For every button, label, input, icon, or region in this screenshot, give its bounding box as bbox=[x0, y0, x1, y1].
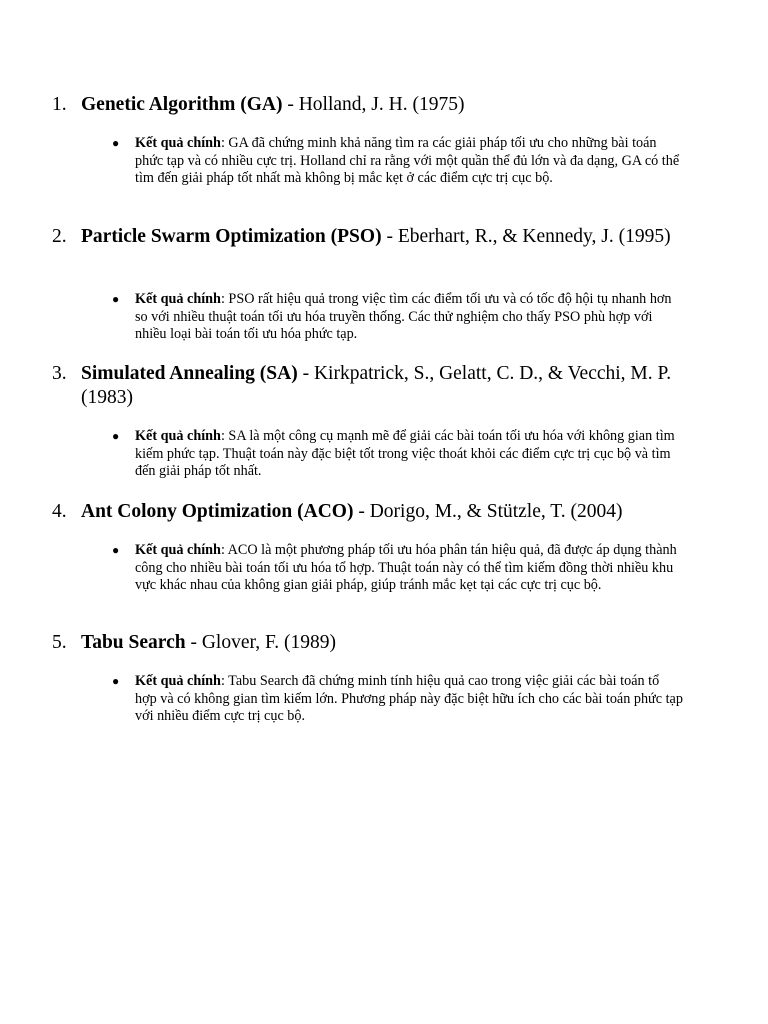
bullet-dot-icon: ● bbox=[112, 543, 120, 557]
bullet-label: Kết quả chính bbox=[135, 428, 221, 444]
citation: Holland, J. H. (1975) bbox=[298, 94, 465, 115]
title-separator: - bbox=[353, 501, 370, 522]
list-item-number: 4. bbox=[52, 501, 67, 522]
bullet-text bbox=[135, 135, 683, 188]
bullet-dot-icon: ● bbox=[112, 292, 120, 306]
bullet-body: : ACO là một phương pháp tối ưu hóa phân tán hiệu quả, đã được áp dụng thành công cho nhiều bài toán tối ưu hóa tổ hợp. Thuật toán này có thể tìm kiếm đồng thời nhiều khu vực khác nhau của không gian giải pháp, giúp tránh mắc kẹt tại các cực trị cục bộ. bbox=[135, 542, 677, 593]
bullet-dot-icon: ● bbox=[112, 674, 120, 688]
bullet-label: Kết quả chính bbox=[135, 135, 221, 151]
bullet-body: : PSO rất hiệu quả trong việc tìm các điểm tối ưu và có tốc độ hội tụ nhanh hơn so với nhiều thuật toán tối ưu hóa truyền thống. Các thử nghiệm cho thấy PSO phù hợp với nhiều loại bài toán tối ưu hóa phức tạp. bbox=[135, 291, 672, 342]
list-item-number: 1. bbox=[52, 94, 67, 115]
title-separator: - bbox=[297, 363, 314, 384]
algorithm-name: Genetic Algorithm (GA) bbox=[81, 94, 283, 115]
list-item-title bbox=[81, 93, 681, 117]
bullet-body: : GA đã chứng minh khả năng tìm ra các giải pháp tối ưu cho những bài toán phức tạp và có nhiều cực trị. Holland chỉ ra rằng với một quần thể đủ lớn và đa dạng, GA có thể tìm đến giải pháp tốt nhất mà không bị mắc kẹt ở các điểm cực trị cục bộ. bbox=[135, 135, 680, 186]
list-item-title bbox=[81, 631, 681, 655]
list-item-number: 5. bbox=[52, 632, 67, 653]
bullet-dot-icon: ● bbox=[112, 429, 120, 443]
bullet-text bbox=[135, 428, 683, 481]
citation: Kirkpatrick, S., Gelatt, C. D., & Vecchi, M. P. (1983) bbox=[81, 363, 672, 408]
list-item-title bbox=[81, 362, 681, 410]
bullet-text bbox=[135, 291, 683, 344]
algorithm-name: Particle Swarm Optimization (PSO) bbox=[81, 226, 382, 247]
list-item-number: 2. bbox=[52, 226, 67, 247]
title-separator: - bbox=[185, 632, 202, 653]
bullet-label: Kết quả chính bbox=[135, 673, 221, 689]
bullet-label: Kết quả chính bbox=[135, 291, 221, 307]
list-item-title bbox=[81, 500, 681, 524]
algorithm-name: Ant Colony Optimization (ACO) bbox=[81, 501, 354, 522]
algorithm-name: Tabu Search bbox=[81, 632, 186, 653]
title-separator: - bbox=[282, 94, 299, 115]
bullet-body: : SA là một công cụ mạnh mẽ để giải các bài toán tối ưu hóa với không gian tìm kiếm phức tạp. Thuật toán này đặc biệt tốt trong việc thoát khỏi các điểm cực trị cục bộ và tìm đến giải pháp tốt nhất. bbox=[135, 428, 675, 479]
citation: Glover, F. (1989) bbox=[201, 632, 336, 653]
list-item-number: 3. bbox=[52, 363, 67, 384]
bullet-text bbox=[135, 673, 683, 726]
bullet-text bbox=[135, 542, 683, 595]
bullet-dot-icon: ● bbox=[112, 136, 120, 150]
citation: Dorigo, M., & Stützle, T. (2004) bbox=[369, 501, 623, 522]
title-separator: - bbox=[381, 226, 398, 247]
bullet-body: : Tabu Search đã chứng minh tính hiệu quả cao trong việc giải các bài toán tổ hợp và có không gian tìm kiếm lớn. Phương pháp này đặc biệt hữu ích cho các bài toán phức tạp với nhiều điểm cực trị cục bộ. bbox=[135, 673, 683, 724]
bullet-label: Kết quả chính bbox=[135, 542, 221, 558]
algorithm-name: Simulated Annealing (SA) bbox=[81, 363, 298, 384]
list-item-title bbox=[81, 225, 681, 249]
citation: Eberhart, R., & Kennedy, J. (1995) bbox=[397, 226, 671, 247]
